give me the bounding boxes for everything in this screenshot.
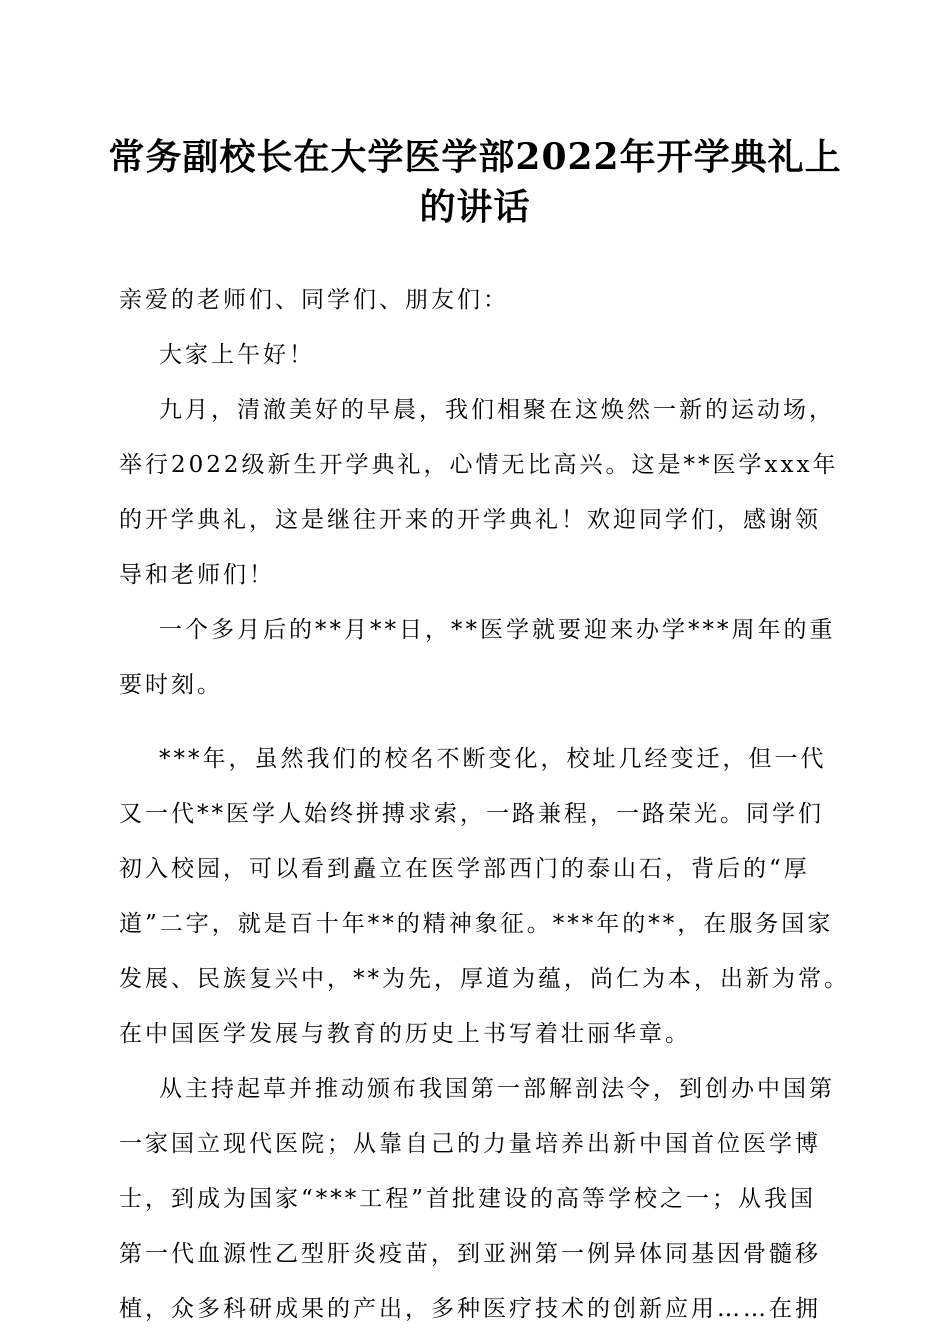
paragraph-line: 导和老师们！ xyxy=(119,562,275,588)
paragraph-line: 九月，清澈美好的早晨，我们相聚在这焕然一新的运动场， xyxy=(159,397,835,423)
paragraph-line: 在中国医学发展与教育的历史上书写着壮丽华章。 xyxy=(119,1021,691,1047)
paragraph-line: 植，众多科研成果的产出，多种医疗技术的创新应用……在拥 xyxy=(119,1296,821,1322)
paragraph-line: 一家国立现代医院；从靠自己的力量培养出新中国首位医学博 xyxy=(119,1131,821,1157)
document-title xyxy=(100,132,850,232)
greeting: 大家上午好！ xyxy=(159,342,315,368)
salutation: 亲爱的老师们、同学们、朋友们： xyxy=(119,287,509,313)
paragraph-line: 初入校园，可以看到矗立在医学部西门的泰山石，背后的“厚 xyxy=(119,856,810,882)
paragraph-line: 又一代**医学人始终拼搏求索，一路兼程，一路荣光。同学们 xyxy=(119,801,824,827)
paragraph-line: 的开学典礼，这是继往开来的开学典礼！欢迎同学们，感谢领 xyxy=(119,507,821,533)
document-body xyxy=(119,282,850,1327)
paragraph-2 xyxy=(119,612,839,703)
title-line-2: 的讲话 xyxy=(419,186,531,228)
paragraph-line: 要时刻。 xyxy=(119,672,223,698)
paragraph-line: 举行2022级新生开学典礼，心情无比高兴。这是**医学xxx年 xyxy=(119,452,839,478)
paragraph-line: 道”二字，就是百十年**的精神象征。***年的**，在服务国家 xyxy=(119,911,834,937)
title-line-1: 常务副校长在大学医学部2022年开学典礼上 xyxy=(108,136,842,178)
paragraph-line: 发展、民族复兴中，**为先，厚道为蕴，尚仁为本，出新为常。 xyxy=(119,966,850,992)
paragraph-line: 士，到成为国家“***工程”首批建设的高等学校之一；从我国 xyxy=(119,1186,817,1212)
paragraph-3 xyxy=(119,741,850,1052)
paragraph-line: ***年，虽然我们的校名不断变化，校址几经变迁，但一代 xyxy=(159,746,827,772)
paragraph-line: 从主持起草并推动颁布我国第一部解剖法令，到创办中国第 xyxy=(159,1076,835,1102)
paragraph-4 xyxy=(119,1071,839,1327)
paragraph-line: 第一代血源性乙型肝炎疫苗，到亚洲第一例异体同基因骨髓移 xyxy=(119,1241,821,1267)
paragraph-line: 一个多月后的**月**日，**医学就要迎来办学***周年的重 xyxy=(159,617,836,643)
paragraph-1 xyxy=(119,392,839,593)
